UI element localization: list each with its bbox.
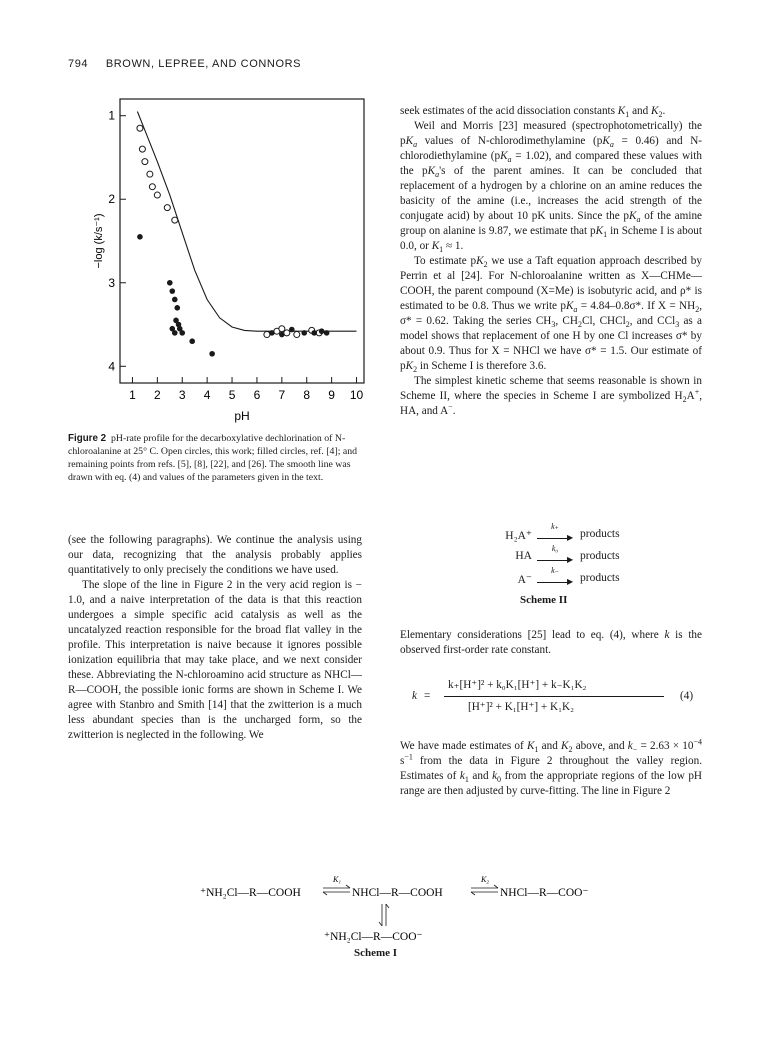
filled-circle-point	[289, 327, 295, 333]
left-column	[68, 533, 362, 743]
axis-ticks	[108, 109, 363, 402]
filled-circle-point	[189, 338, 195, 344]
x-tick-label: 3	[178, 388, 186, 402]
x-tick-label: 5	[228, 388, 236, 402]
paragraph: To estimate $pK_2$ we use a Taft equation approach described by Perrin et al [24]. For N-chloroalanine written as X—CHMe—COOH, the parent compound (X=Me) is isobutyric acid, and ρ* is estimated to be 0.8. Thus we write $pK_a = 4.84-0.8\sigma*$. If $X = NH_2$, σ* = 0.62. Taking the series $CH_3$, $CH_2Cl$, CHCl$_2$, and CCl$_3$ as a model shows that replacement of one H by one Cl increases σ* by about 0.9. Thus for X = NHCl we have σ* = 1.5. Our estimate of $pK_2$ in Scheme I is therefore 3.6.	[400, 255, 702, 375]
running-authors: BROWN, LEPREE, AND CONNORS	[105, 58, 302, 70]
open-circle-point	[139, 146, 145, 152]
k1-label: K₁	[332, 875, 342, 884]
species: H₂A⁺	[505, 530, 532, 542]
equation-lhs: k	[412, 690, 417, 702]
right-column-lower	[400, 628, 702, 658]
x-tick-label: 1	[129, 388, 136, 402]
filled-circle-point	[137, 234, 143, 240]
filled-circle-point	[311, 330, 317, 336]
vertical-equilibrium-arrow	[379, 904, 389, 926]
open-circle-point	[284, 330, 290, 336]
right-column-bottom	[400, 739, 702, 799]
filled-circle-point	[169, 288, 175, 294]
y-tick-label: 3	[108, 275, 115, 290]
paragraph: (see the following paragraphs). We continue the analysis using our data, recognizing that the analysis probably applies quantitatively to only precisely the conditions we have used.	[68, 534, 362, 576]
paragraph: The slope of the line in Figure 2 in the very acid region is − 1.0, and a naive interpretation of the data is that this reaction undergoes a simple specific acid catalysis as well as the uncatalyzed reaction responsible for the broad flat valley in the profile. This interpretation is naive because it ignores possible ionization equilibria that may take place, and we next consider these. Abbreviating the N-chloroamino acid structure as NHCl—R—COOH, the possible ionic forms are shown in Scheme I. We agree with Stanbro and Smith [14] that the zwitterion is a much less abundant species than is the uncharged form, so the zwitterion is neglected in the following. We	[68, 579, 362, 741]
scheme-2-row: HA k₀ ▶ products	[515, 544, 620, 564]
open-circle-point	[154, 192, 160, 198]
scheme-2-row: A⁻ k₋ ▶ products	[517, 566, 620, 586]
filled-circle-point	[179, 330, 185, 336]
scheme-1	[0, 870, 768, 950]
paragraph: Weil and Morris [23] measured (spectrophotometrically) the $pK_a$ values of N-chlorodimethylamine $(pK_a = 0.46)$ and N-chlorodiethylamine $(pK_a = 1.02)$, and compared these values with the $pK_a's$ of the parent amines. It can be concluded that replacement of a hydrogen by a chlorine on an amine reduces the basicity of the amine (i.e., increases the acid strength of the conjugate acid) by about 10 pK units. Since the $pK_a$ of the amine group on alanine is 9.87, we estimate that $pK_1$ in Scheme I is about 0.0, or $K_1 \approx 1$.	[400, 120, 703, 255]
equation-numerator: k₊[H⁺]² + k₀K₁[H⁺] + k₋K₁K₂	[448, 679, 587, 691]
y-tick-label: 1	[108, 108, 115, 123]
products: products	[580, 528, 620, 540]
open-circle-point	[172, 217, 178, 223]
paragraph: Elementary considerations [25] lead to eq. (4), where k is the observed first-order rate constant.	[400, 629, 702, 656]
open-circle-point	[264, 332, 270, 338]
x-tick-label: 10	[349, 388, 364, 402]
equation-number: (4)	[680, 690, 694, 702]
fraction-bar	[444, 696, 664, 697]
equilibrium-arrow	[471, 885, 498, 895]
page-number: 794	[68, 58, 89, 70]
x-tick-label: 9	[328, 388, 335, 402]
open-circle-point	[294, 332, 300, 338]
scheme-1-label: Scheme I	[354, 947, 398, 959]
products: products	[580, 550, 620, 562]
x-tick-label: 7	[278, 388, 286, 402]
equation-4	[408, 678, 708, 718]
scheme-2-row: H₂A⁺ k₊ ▶ products	[505, 522, 620, 542]
open-circle-point	[147, 171, 153, 177]
open-circle-point	[142, 159, 148, 165]
open-circle-point	[137, 125, 143, 131]
filled-circle-point	[172, 297, 178, 303]
open-circle-point	[279, 326, 285, 332]
filled-circle-point	[269, 330, 275, 336]
x-tick-label: 4	[203, 388, 211, 402]
filled-circle-point	[301, 330, 307, 336]
equation-denominator: [H⁺]² + K₁[H⁺] + K₁K₂	[468, 701, 574, 713]
filled-circle-point	[172, 330, 178, 336]
paragraph: We have made estimates of $K_1$ and $K_2$ above, and $k_- = 2.63 \times 10^{-4}$ $s^{-1}$ from the data in Figure 2 throughout the valley region. Estimates of $k_1$ and $k_0$ from the appropriate regions of the low pH range are then adjusted by curve-fitting. The line in Figure 2	[400, 737, 703, 797]
figure-caption	[68, 432, 362, 484]
scheme-1-species-2: NHCl—R—COOH	[352, 887, 443, 899]
open-circle-point	[164, 205, 170, 211]
figure-label: Figure 2	[68, 433, 107, 444]
scheme-2-label: Scheme II	[520, 594, 568, 606]
filled-circle-point	[319, 328, 325, 334]
right-column	[400, 104, 702, 419]
y-axis-label: −log (k/s⁻¹)	[93, 213, 105, 269]
filled-circle-point	[167, 280, 173, 286]
running-header	[68, 58, 301, 70]
scheme-1-zwitterion: ⁺NH₂Cl—R—COO⁻	[324, 931, 423, 943]
ph-rate-chart	[93, 95, 366, 430]
x-axis-label: pH	[234, 409, 250, 423]
scheme-1-species-1: ⁺NH₂Cl—R—COOH	[200, 887, 301, 899]
equilibrium-arrow	[323, 885, 350, 895]
filled-circle-point	[209, 351, 215, 357]
filled-circle-point	[174, 305, 180, 311]
fitted-curve	[137, 112, 356, 332]
k2-label: K₂	[480, 875, 490, 884]
products: products	[580, 572, 620, 584]
y-tick-label: 2	[108, 192, 115, 207]
y-tick-label: 4	[108, 359, 115, 374]
paragraph: seek estimates of the acid dissociation constants $K_1$ and $K_2$.	[400, 105, 666, 120]
x-tick-label: 8	[303, 388, 311, 402]
filled-circle-point	[324, 330, 330, 336]
filled-circle-point	[279, 332, 285, 338]
species: HA	[515, 550, 532, 562]
open-circle-point	[149, 184, 155, 190]
x-tick-label: 6	[253, 388, 261, 402]
paragraph: The simplest kinetic scheme that seems reasonable is shown in Scheme II, where the species in Scheme I are symbolized $H_2A^+$, HA, and A−.	[400, 375, 702, 417]
equals-sign: =	[424, 690, 431, 702]
scheme-1-species-3: NHCl—R—COO⁻	[500, 887, 589, 899]
x-tick-label: 2	[154, 388, 161, 402]
data-points	[137, 112, 357, 357]
species: A⁻	[517, 574, 532, 586]
figure-caption-text: pH-rate profile for the decarboxylative dechlorination of N-chloroalanine at 25° C. Open circles, this work; filled circles, ref. [4]; and remaining points from refs. [5], [8], [22], and [26]. The smooth line was drawn with eq. (4) and values of the parameters given in the text.	[68, 433, 358, 483]
scheme-2	[452, 522, 682, 606]
